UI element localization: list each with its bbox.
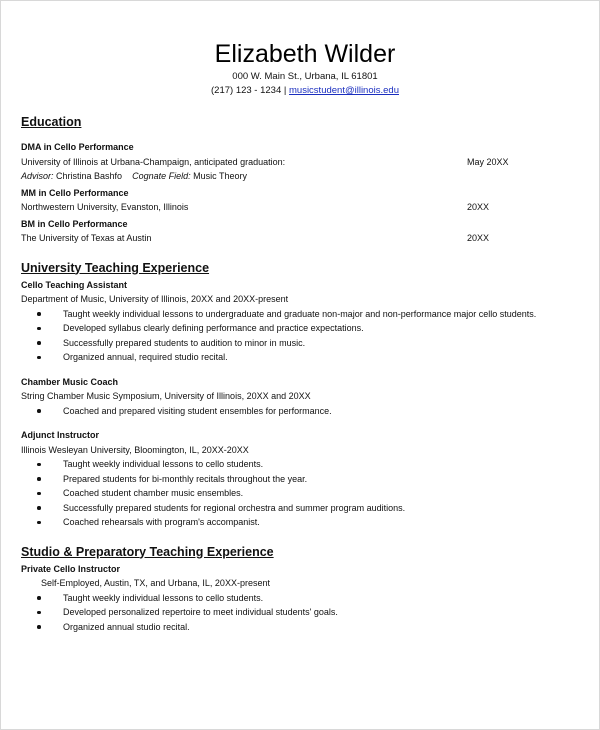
bullet-item: Prepared students for bi-monthly recitals throughout the year.	[21, 472, 583, 487]
graduation-date: May 20XX	[467, 156, 509, 167]
cognate: Music Theory	[193, 171, 248, 181]
education-entry	[21, 217, 581, 246]
school: Northwestern University, Evanston, Illinois	[21, 202, 189, 212]
degree: DMA in Cello Performance	[21, 142, 134, 152]
bullet-item: Developed personalized repertoire to meet individual students' goals.	[21, 605, 583, 620]
address: 000 W. Main St., Urbana, IL 61801	[232, 71, 378, 82]
job-place: Self-Employed, Austin, TX, and Urbana, IL, 20XX-present	[41, 578, 270, 588]
section-title-studio: Studio & Preparatory Teaching Experience	[21, 544, 274, 559]
section-title-education: Education	[21, 115, 82, 129]
education-entry	[21, 186, 581, 215]
phone: (217) 123 - 1234	[211, 85, 282, 96]
bullet-icon	[37, 506, 41, 510]
separator: |	[283, 85, 287, 96]
job-role: Private Cello Instructor	[21, 563, 121, 574]
job-entry	[21, 278, 581, 365]
job-role: Cello Teaching Assistant	[21, 279, 128, 290]
job-place: Illinois Wesleyan University, Bloomington, IL, 20XX-20XX	[21, 444, 249, 455]
bullet-icon	[37, 341, 41, 345]
graduation-date: 20XX	[467, 233, 490, 243]
degree: MM in Cello Performance	[21, 187, 129, 198]
school: The University of Texas at Austin	[21, 233, 152, 243]
job-entry	[21, 375, 581, 419]
job-place: Department of Music, University of Illinois, 20XX and 20XX-present	[21, 294, 289, 304]
studio-section	[21, 544, 581, 635]
cognate-label: Cognate Field:	[132, 171, 191, 181]
bullet-icon	[37, 327, 41, 331]
bullet-icon	[37, 409, 41, 413]
education-section	[21, 114, 581, 246]
bullet-item: Taught weekly individual lessons to cello students.	[21, 457, 583, 472]
job-entry	[21, 562, 581, 635]
bullet-item: Organized annual studio recital.	[21, 620, 583, 635]
education-entry	[21, 140, 581, 184]
job-bullets	[21, 404, 581, 419]
advisor-line	[21, 169, 581, 184]
job-entry	[21, 428, 581, 530]
bullet-icon	[37, 625, 41, 629]
school-line	[21, 200, 581, 215]
contact-line	[10, 84, 600, 98]
bullet-icon	[37, 521, 41, 525]
bullet-icon	[37, 611, 41, 615]
job-role: Chamber Music Coach	[21, 376, 119, 387]
bullet-item: Successfully prepared students for regional orchestra and summer program auditions.	[21, 501, 583, 516]
bullet-item: Taught weekly individual lessons to cello students.	[21, 591, 583, 606]
bullet-item: Organized annual, required studio recital.	[21, 350, 583, 365]
resume-header	[0, 40, 600, 98]
advisor-label: Advisor:	[21, 171, 54, 181]
bullet-item: Coached and prepared visiting student ensembles for performance.	[21, 404, 583, 419]
school-line	[21, 231, 581, 246]
bullet-item: Taught weekly individual lessons to undergraduate and graduate non-major and non-performance major cello students.	[21, 307, 583, 322]
bullet-icon	[37, 492, 41, 496]
school-line	[21, 155, 581, 170]
job-role: Adjunct Instructor	[21, 430, 99, 440]
bullet-icon	[37, 356, 41, 360]
bullet-icon	[37, 463, 41, 467]
job-bullets	[21, 591, 581, 635]
job-bullets	[21, 457, 581, 530]
section-title-teaching: University Teaching Experience	[21, 260, 210, 275]
job-bullets	[21, 307, 581, 365]
bullet-item: Successfully prepared students to audition to minor in music.	[21, 336, 583, 351]
bullet-item: Developed syllabus clearly defining performance and practice expectations.	[21, 321, 583, 336]
school: University of Illinois at Urbana-Champaign, anticipated graduation:	[21, 156, 286, 167]
bullet-item: Coached student chamber music ensembles.	[21, 486, 583, 501]
bullet-icon	[37, 312, 41, 316]
email-link[interactable]: musicstudent@illinois.edu	[289, 85, 399, 96]
bullet-icon	[37, 477, 41, 481]
graduation-date: 20XX	[467, 202, 490, 212]
advisor: Christina Bashfo	[56, 171, 123, 181]
job-place: String Chamber Music Symposium, University of Illinois, 20XX and 20XX	[21, 391, 311, 401]
degree: BM in Cello Performance	[21, 218, 128, 229]
bullet-item: Coached rehearsals with program's accompanist.	[21, 515, 583, 530]
bullet-icon	[37, 596, 41, 600]
resume-body	[21, 114, 581, 634]
teaching-section	[21, 260, 581, 530]
applicant-name: Elizabeth Wilder	[214, 40, 396, 68]
